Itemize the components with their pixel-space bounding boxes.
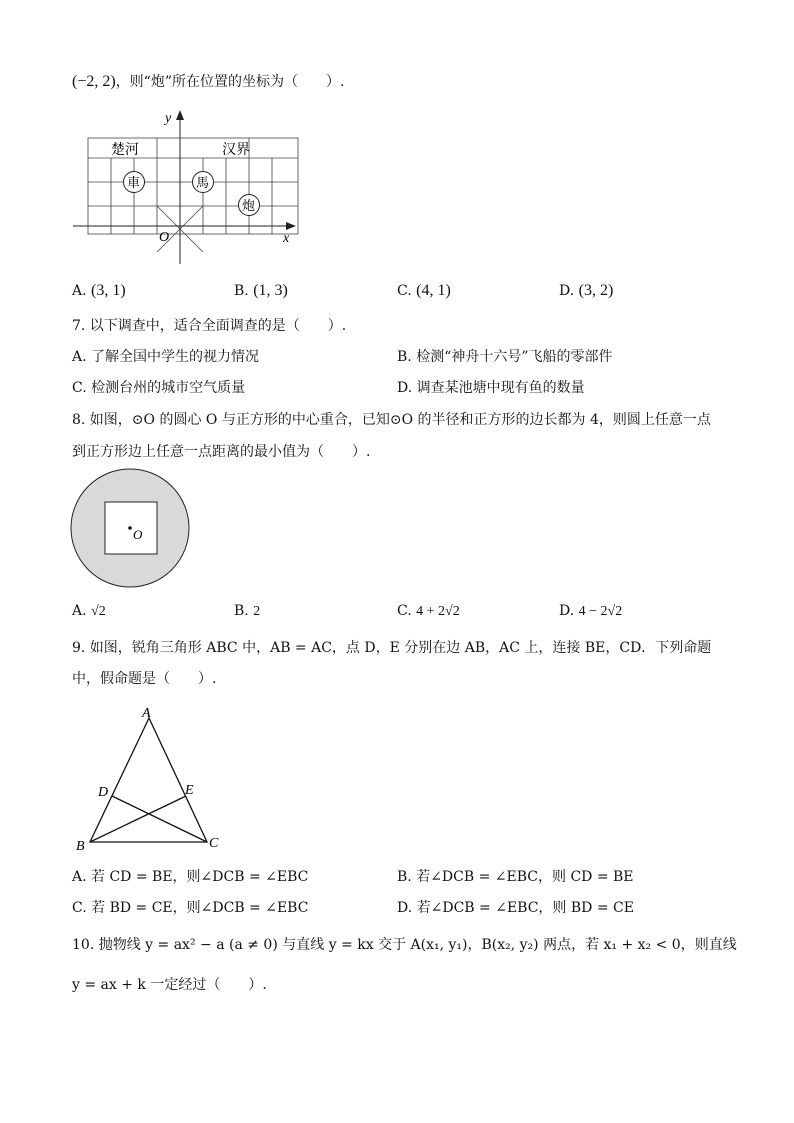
q9-stem-line2: 中，假命题是（ ）. bbox=[72, 671, 217, 687]
y-axis-label: y bbox=[165, 111, 172, 126]
q6-prefix-coordinate: (−2, 2) bbox=[72, 73, 116, 90]
point-d-label: D bbox=[98, 785, 109, 800]
q9-option-c: C. 若 BD = CE，则∠DCB = ∠EBC bbox=[72, 900, 309, 916]
river-label-left: 楚河 bbox=[111, 142, 139, 158]
xiangqi-board-figure bbox=[68, 108, 308, 268]
q7-option-d: D. 调查某池塘中现有鱼的数量 bbox=[397, 380, 585, 396]
q8-option-d: D. 4 − 2√2 bbox=[559, 603, 623, 619]
svg-text:車: 車 bbox=[127, 176, 141, 191]
q9-option-b: B. 若∠DCB = ∠EBC，则 CD = BE bbox=[397, 869, 634, 885]
q9-option-d: D. 若∠DCB = ∠EBC，则 BD = CE bbox=[397, 900, 634, 916]
vertex-a-label: A bbox=[142, 706, 151, 721]
q6-option-c: C. (4, 1) bbox=[397, 282, 451, 299]
svg-text:馬: 馬 bbox=[196, 176, 210, 191]
x-axis-label: x bbox=[283, 231, 290, 246]
q8-option-a: A. √2 bbox=[72, 603, 106, 619]
q10-stem-line2: y = ax + k 一定经过（ ）. bbox=[72, 977, 267, 993]
vertex-c-label: C bbox=[209, 836, 219, 851]
q7-option-a: A. 了解全国中学生的视力情况 bbox=[72, 349, 260, 365]
q7-option-b: B. 检测“神舟十六号”飞船的零部件 bbox=[397, 349, 613, 365]
q6-stem-text: ，则“炮”所在位置的坐标为（ ）. bbox=[115, 74, 345, 90]
q6-option-a: A. (3, 1) bbox=[72, 282, 126, 299]
q6-stem bbox=[72, 74, 344, 90]
q9-option-a: A. 若 CD = BE，则∠DCB = ∠EBC bbox=[72, 869, 309, 885]
q8-stem-line1: 8. 如图，⊙O 的圆心 O 与正方形的中心重合，已知⊙O 的半径和正方形的边长都为 4，则圆上任意一点 bbox=[72, 412, 711, 428]
piece-che bbox=[124, 172, 145, 193]
q7-stem: 7. 以下调查中，适合全面调查的是（ ）. bbox=[72, 318, 347, 334]
triangle-figure bbox=[72, 702, 232, 852]
circle-square-figure bbox=[68, 466, 192, 590]
q8-option-b: B. 2 bbox=[234, 603, 261, 619]
q8-stem-line2: 到正方形边上任意一点距离的最小值为（ ）. bbox=[72, 444, 371, 460]
q7-option-c: C. 检测台州的城市空气质量 bbox=[72, 380, 246, 396]
q9-stem-line1: 9. 如图，锐角三角形 ABC 中，AB = AC，点 D，E 分别在边 AB，AC 上，连接 BE，CD．下列命题 bbox=[72, 640, 712, 656]
center-label: O bbox=[133, 527, 143, 542]
q6-option-b: B. (1, 3) bbox=[234, 282, 288, 299]
piece-ma bbox=[193, 172, 214, 193]
q8-option-c: C. 4 + 2√2 bbox=[397, 603, 460, 619]
vertex-b-label: B bbox=[76, 839, 85, 852]
river-label-right: 汉界 bbox=[222, 142, 250, 158]
svg-text:炮: 炮 bbox=[242, 199, 256, 214]
origin-label: O bbox=[159, 230, 170, 245]
q6-option-d: D. (3, 2) bbox=[559, 282, 614, 299]
point-e-label: E bbox=[185, 783, 194, 798]
piece-pao bbox=[239, 195, 260, 216]
q10-stem-line1: 10. 抛物线 y = ax² − a (a ≠ 0) 与直线 y = kx 交于 A(x₁, y₁)，B(x₂, y₂) 两点，若 x₁ + x₂ < 0，则直线 bbox=[72, 937, 737, 953]
